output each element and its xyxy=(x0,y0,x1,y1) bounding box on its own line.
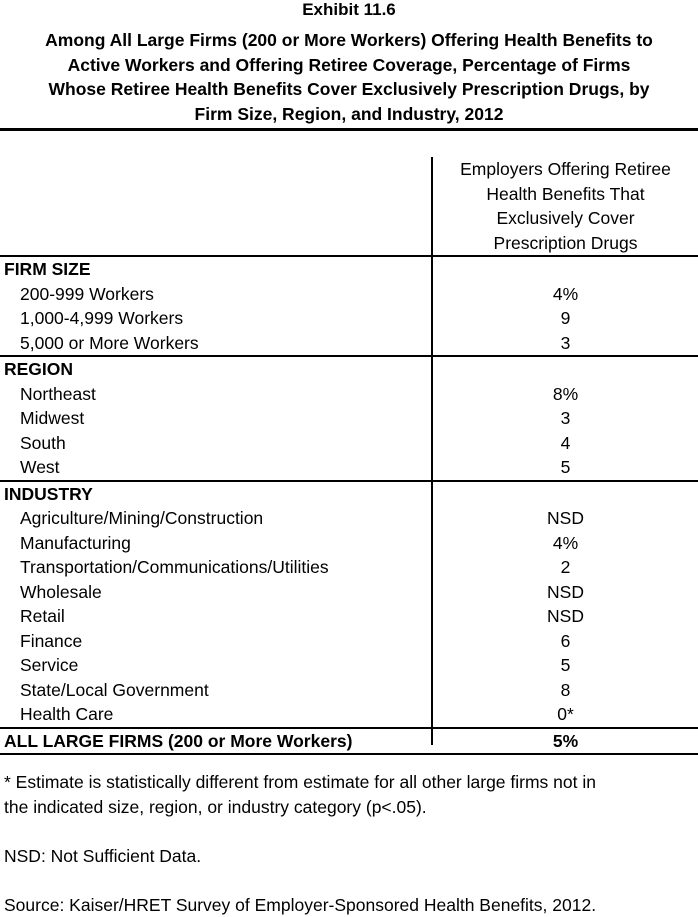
table-row xyxy=(0,555,698,580)
section-firm-size xyxy=(0,257,698,357)
column-header-line: Employers Offering Retiree xyxy=(433,157,698,182)
table-row xyxy=(0,604,698,629)
row-label: Finance xyxy=(20,629,82,654)
column-header-row xyxy=(0,157,698,257)
row-value: 6 xyxy=(433,629,698,654)
table-row xyxy=(0,580,698,605)
row-label: Manufacturing xyxy=(20,531,131,556)
section-heading-row xyxy=(0,357,698,382)
source-note: Source: Kaiser/HRET Survey of Employer-Sponsored Health Benefits, 2012. xyxy=(4,893,694,917)
table-row xyxy=(0,702,698,727)
table-row xyxy=(0,653,698,678)
row-value: 3 xyxy=(433,406,698,431)
row-label: Transportation/Communications/Utilities xyxy=(20,555,329,580)
row-value: 4% xyxy=(433,531,698,556)
row-value: 5 xyxy=(433,653,698,678)
data-table xyxy=(0,157,698,755)
section-heading-row xyxy=(0,482,698,507)
table-row xyxy=(0,431,698,456)
row-value: 2 xyxy=(433,555,698,580)
row-value: 8% xyxy=(433,382,698,407)
row-value: 8 xyxy=(433,678,698,703)
row-value: NSD xyxy=(433,604,698,629)
row-label: Service xyxy=(20,653,78,678)
section-heading-row xyxy=(0,257,698,282)
row-label: State/Local Government xyxy=(20,678,209,703)
title-divider xyxy=(0,128,698,131)
row-label: Wholesale xyxy=(20,580,102,605)
table-row xyxy=(0,282,698,307)
table-row xyxy=(0,455,698,480)
row-label: 5,000 or More Workers xyxy=(20,331,199,356)
title-line: Among All Large Firms (200 or More Workers) Offering Health Benefits to xyxy=(0,28,698,53)
row-label: Agriculture/Mining/Construction xyxy=(20,506,263,531)
row-value: 4 xyxy=(433,431,698,456)
asterisk-note-line: * Estimate is statistically different from estimate for all other large firms not in xyxy=(4,770,694,795)
row-label: South xyxy=(20,431,66,456)
row-value: NSD xyxy=(433,580,698,605)
column-header xyxy=(433,157,698,255)
section-heading: INDUSTRY xyxy=(4,482,93,507)
column-header-line: Health Benefits That xyxy=(433,182,698,207)
row-label: Retail xyxy=(20,604,65,629)
table-row xyxy=(0,629,698,654)
footnotes xyxy=(4,770,694,917)
section-region xyxy=(0,357,698,482)
exhibit-title xyxy=(0,28,698,126)
row-label: Health Care xyxy=(20,702,113,727)
row-value: 0* xyxy=(433,702,698,727)
column-header-line: Prescription Drugs xyxy=(433,231,698,256)
table-row xyxy=(0,331,698,356)
column-header-line: Exclusively Cover xyxy=(433,206,698,231)
table-row xyxy=(0,406,698,431)
total-value: 5% xyxy=(433,729,698,754)
title-line: Active Workers and Offering Retiree Coverage, Percentage of Firms xyxy=(0,53,698,78)
row-value: 4% xyxy=(433,282,698,307)
table-row xyxy=(0,306,698,331)
row-value: NSD xyxy=(433,506,698,531)
nsd-note: NSD: Not Sufficient Data. xyxy=(4,844,694,869)
total-label: ALL LARGE FIRMS (200 or More Workers) xyxy=(4,729,352,754)
row-label: Midwest xyxy=(20,406,84,431)
section-heading: FIRM SIZE xyxy=(4,257,91,282)
exhibit-label: Exhibit 11.6 xyxy=(0,0,698,20)
total-row xyxy=(0,729,698,756)
table-row xyxy=(0,382,698,407)
title-line: Whose Retiree Health Benefits Cover Exclusively Prescription Drugs, by xyxy=(0,77,698,102)
row-label: Northeast xyxy=(20,382,96,407)
row-label: West xyxy=(20,455,60,480)
table-row xyxy=(0,506,698,531)
asterisk-note-line: the indicated size, region, or industry category (p<.05). xyxy=(4,795,694,820)
row-value: 3 xyxy=(433,331,698,356)
table-row xyxy=(0,678,698,703)
row-value: 5 xyxy=(433,455,698,480)
table-row xyxy=(0,531,698,556)
row-value: 9 xyxy=(433,306,698,331)
title-line: Firm Size, Region, and Industry, 2012 xyxy=(0,102,698,127)
section-industry xyxy=(0,482,698,729)
row-label: 200-999 Workers xyxy=(20,282,154,307)
row-label: 1,000-4,999 Workers xyxy=(20,306,183,331)
section-heading: REGION xyxy=(4,357,73,382)
